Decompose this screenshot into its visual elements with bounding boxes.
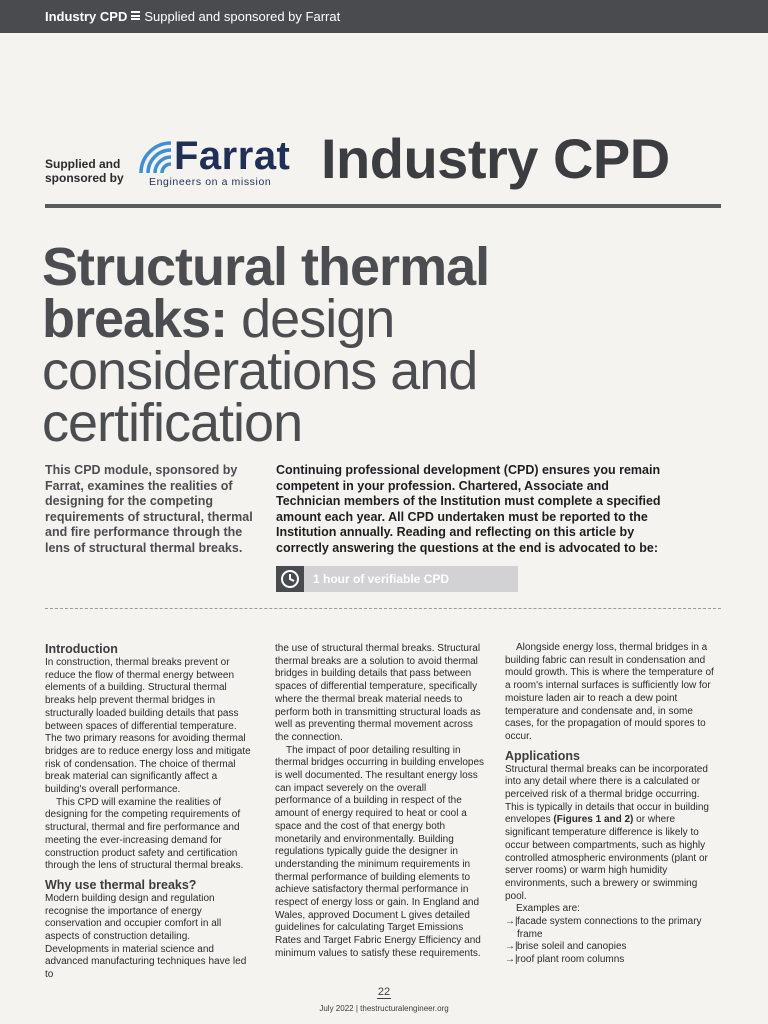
- sponsor-label-line2: sponsored by: [45, 171, 124, 185]
- menu-icon: [131, 11, 140, 20]
- sponsor-label: [45, 157, 124, 185]
- top-bar: [0, 0, 768, 33]
- list-item: [505, 941, 715, 954]
- paragraph: Alongside energy loss, thermal bridges in a building fabric can result in condensation and mould growth. This is where the temperature of a room's internal surfaces is sufficiently low for moisture laden air to reach a dew point temperature and condensate and, in some cases, for the propagation of mould spores to occur.: [505, 642, 714, 742]
- standfirst: This CPD module, sponsored by Farrat, examines the realities of designing for the competing requirements of structural, thermal and fire performance through the lens of structural thermal breaks.: [45, 463, 253, 555]
- arrow-bar-icon: →|: [505, 941, 518, 953]
- paragraph: The impact of poor detailing resulting in thermal bridges occurring in building envelopes is well documented. The resultant energy loss can impact severely on the overall performance of a building in respect of the amount of energy required to heat or cool a space and the cost of that energy both monetarily and environmentally. Building regulations typically guide the designer in understanding the minimum requirements in thermal performance of building elements to achieve satisfactory thermal performance in respect of energy loss or gain. In England and Wales, approved Document L gives detailed guidelines for calculating Target Emissions Rates and Target Fabric Energy Efficiency and minimum values to satisfy these requirements.: [275, 744, 485, 959]
- examples-label: Examples are:: [516, 903, 580, 915]
- headline-bold-part: breaks:: [42, 289, 228, 349]
- page-number-value: 22: [377, 986, 391, 998]
- list-item: [505, 954, 715, 967]
- paragraph-text: or where significant temperature difference is likely to occur between compartments, such as highly controlled atmospheric environments (plant or server rooms) or warm high humidity environments, such a brewery or swimming pool.: [505, 814, 708, 902]
- headline-light-part: design: [241, 289, 395, 349]
- sponsor-label-line1: Supplied and: [45, 157, 121, 171]
- heading-applications: Applications: [505, 748, 581, 763]
- headline-line4: certification: [42, 393, 303, 453]
- cpd-badge-label: 1 hour of verifiable CPD: [313, 572, 450, 586]
- paragraph: This CPD will examine the realities of designing for the competing requirements of structural, thermal and fire performance and meeting the ever-increasing demand for construction product safety and certification through the lens of structural thermal breaks.: [45, 796, 244, 872]
- column-3: [505, 642, 715, 967]
- page-number: [0, 986, 768, 998]
- logo-tagline: Engineers on a mission: [149, 176, 272, 188]
- paragraph: the use of structural thermal breaks. Structural thermal breaks are a solution to avoid thermal bridges in building details that pass between spaces of differential temperature, specifically where the thermal break material needs to perform both in transmitting structural loads as well as preventing thermal movement across the connection.: [275, 643, 481, 743]
- cpd-note: Continuing professional development (CPD) ensures you remain competent in your profession. Chartered, Associate and Technician members of the Institution must complete a specified amount each year. All CPD undertaken must be reported to the Institution annually. Reading and reflecting on this article by correctly answering the questions at the end is advocated to be:: [276, 463, 661, 555]
- list-item-text: roof plant room columns: [517, 954, 625, 966]
- cpd-badge: [276, 566, 518, 592]
- list-item-text: facade system connections to the primary frame: [517, 916, 702, 940]
- headline-line1: Structural thermal: [42, 237, 490, 297]
- logo-wordmark: Farrat: [174, 134, 291, 178]
- arrow-bar-icon: →|: [505, 954, 518, 966]
- heading-introduction: Introduction: [45, 642, 118, 656]
- arrow-bar-icon: →|: [505, 916, 518, 928]
- header-rule: [45, 204, 721, 208]
- headline-line3: considerations and: [42, 341, 478, 401]
- issue-date: July 2022: [319, 1004, 354, 1013]
- column-1: [45, 642, 255, 982]
- clock-icon: [276, 566, 304, 592]
- list-item: [505, 916, 715, 941]
- footer-separator: |: [355, 1004, 358, 1013]
- paragraph-text: Structural thermal breaks can be incorporated into any detail where there is a calculated or perceived risk of a thermal bridge occurring. This is typically in details that occur in building envelopes: [505, 763, 709, 826]
- paragraph: In construction, thermal breaks prevent or reduce the flow of thermal energy between elements of a building. Structural thermal breaks help prevent thermal bridges in structurally loaded building details that pass between spaces of differential temperature. The two primary reasons for avoiding thermal bridges are to reduce energy loss and mitigate risk of condensation. The choice of thermal break material can significantly affect a building's overall performance.: [45, 657, 251, 796]
- section-divider: [45, 608, 721, 609]
- paragraph: [505, 764, 715, 904]
- headline-line2: [42, 289, 742, 349]
- website: thestructuralengineer.org: [360, 1004, 449, 1013]
- article-headline: [42, 237, 742, 453]
- paragraph: Modern building design and regulation recognise the importance of energy conservation and occupier comfort in all aspects of construction detailing. Developments in material science and advanced manufacturing techniques have led to: [45, 892, 247, 981]
- sponsor-tagline: Supplied and sponsored by Farrat: [144, 9, 341, 24]
- wifi-arcs-icon: [137, 139, 173, 175]
- figure-reference: (Figures 1 and 2): [553, 814, 634, 826]
- column-2: [275, 643, 485, 961]
- list-item-text: brise soleil and canopies: [517, 941, 627, 953]
- farrat-logo: [137, 136, 297, 190]
- page-footer: [0, 1004, 768, 1013]
- series-title: Industry CPD: [321, 127, 670, 190]
- series-label: Industry CPD: [45, 9, 128, 24]
- heading-why-use: Why use thermal breaks?: [45, 877, 197, 892]
